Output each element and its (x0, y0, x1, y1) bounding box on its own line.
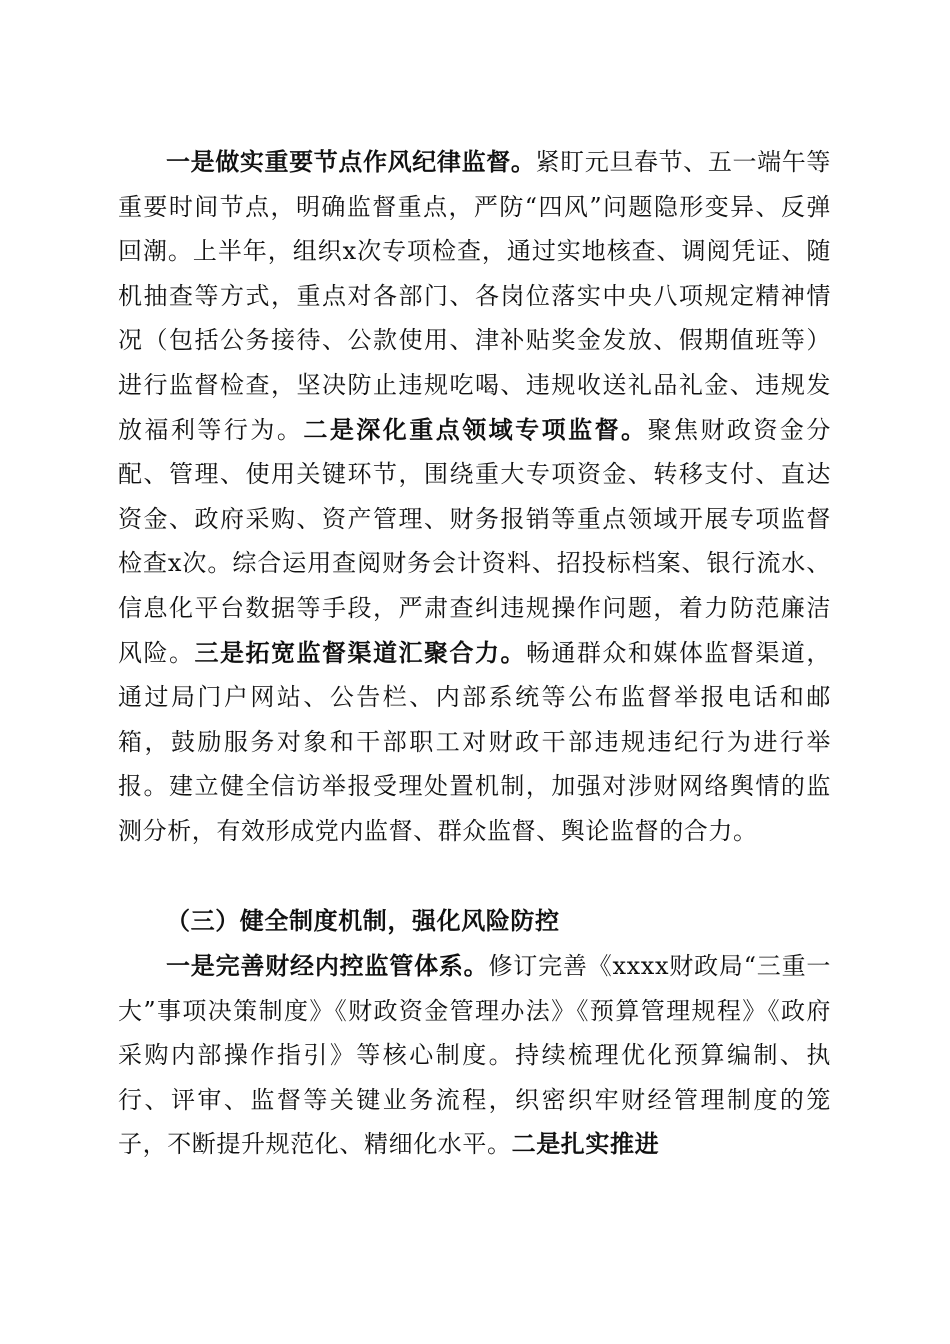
paragraph-text-4: 修订完善《xxxx财政局“三重一大”事项决策制度》《财政资金管理办法》《预算管理规程》《政府采购内部操作指引》等核心制度。持续梳理优化预算编制、执行、评审、监督等关键业务流程，织密织牢财经管理制度的笼子，不断提升规范化、精细化水平。 (118, 952, 831, 1159)
paragraph-internal-control (118, 944, 831, 1167)
lead-phrase-1: 一是做实重要节点作风纪律监督。 (166, 147, 536, 176)
paragraph-text-2: 聚焦财政资金分配、管理、使用关键环节，围绕重大专项资金、转移支付、直达资金、政府采购、资产管理、财务报销等重点领域开展专项监督检查x次。综合运用查阅财务会计资料、招投标档案、银行流水、信息化平台数据等手段，严肃查纠违规操作问题，着力防范廉洁风险。 (118, 415, 832, 667)
section-heading: （三）健全制度机制，强化风险防控 (166, 906, 560, 935)
paragraph-text-1: 紧盯元旦春节、五一端午等重要时间节点，明确监督重点，严防“四风”问题隐形变异、反弹回潮。上半年，组织x次专项检查，通过实地核查、调阅凭证、随机抽查等方式，重点对各部门、各岗位落实中央八项规定精神情况（包括公务接待、公款使用、津补贴奖金发放、假期值班等）进行监督检查，坚决防止违规吃喝、违规收送礼品礼金、违规发放福利等行为。 (118, 148, 832, 444)
lead-phrase-2: 二是深化重点领域专项监督。 (303, 414, 648, 444)
lead-phrase-3: 三是拓宽监督渠道汇聚合力。 (194, 637, 526, 667)
paragraph-supervision (118, 140, 831, 854)
paragraph-text-3: 畅通群众和媒体监督渠道，通过局门户网站、公告栏、内部系统等公布监督举报电话和邮箱，鼓励服务对象和干部职工对财政干部违规违纪行为进行举报。建立健全信访举报受理处置机制，加强对涉财网络舆情的监测分析，有效形成党内监督、群众监督、舆论监督的合力。 (118, 638, 831, 845)
lead-phrase-4: 一是完善财经内控监管体系。 (166, 951, 489, 980)
lead-phrase-5: 二是扎实推进 (511, 1129, 660, 1159)
